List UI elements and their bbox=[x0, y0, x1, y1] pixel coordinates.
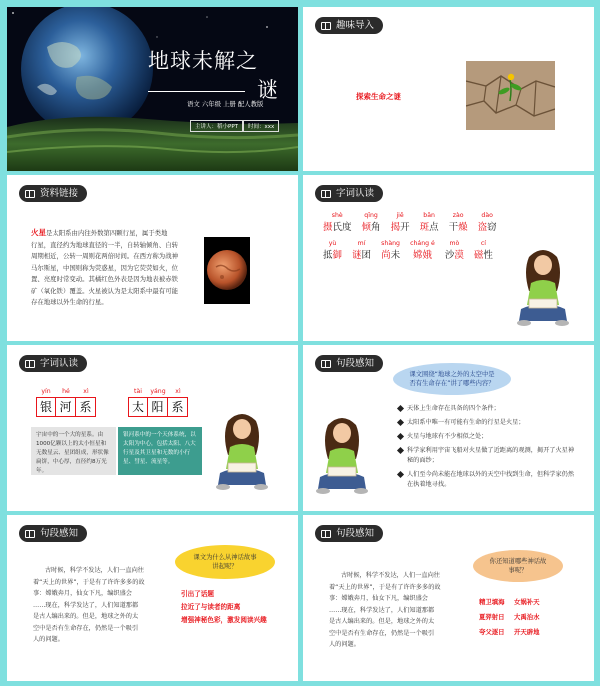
book-icon bbox=[25, 360, 35, 368]
milky-way-definition: 宇宙中的一个大的星系。由1000亿颗以上的太小恒星和无数星云、星团组成，形状像扁饼，中心厚，直径约8万光年。 bbox=[31, 427, 116, 475]
section-header: 资料链接 bbox=[19, 185, 87, 202]
bullet-item: 科学家利用宇宙飞船对火星做了近距离的观测，揭开了火星神秘的面纱； bbox=[398, 446, 578, 466]
bullet-item: 火星与地球有不少相似之处； bbox=[398, 432, 578, 442]
reading-girl-illustration bbox=[309, 411, 375, 501]
section-header: 句段感知 bbox=[19, 525, 87, 542]
idiom: 开天辟地 bbox=[514, 628, 540, 636]
section-header: 字词认读 bbox=[19, 355, 87, 372]
slide-7-passage[interactable] bbox=[7, 515, 298, 681]
slide-8-passage[interactable] bbox=[303, 515, 594, 681]
solar-system-word: tài yáng xì 太 阳 系 bbox=[128, 387, 188, 417]
book-icon bbox=[321, 22, 331, 30]
reading-girl-illustration bbox=[515, 243, 571, 333]
bullet-item: 太阳系中唯一有可能有生命的行星是火星； bbox=[398, 418, 578, 428]
vocab-word: bān 斑点 bbox=[419, 212, 439, 233]
vocab-row-2 bbox=[323, 239, 503, 262]
vocab-word: cháng é 嫦娥 bbox=[410, 240, 435, 261]
vocab-word: qīng 倾角 bbox=[361, 212, 381, 233]
slide-1-title[interactable] bbox=[7, 7, 298, 171]
title-divider bbox=[148, 91, 245, 92]
section-header: 字词认读 bbox=[315, 185, 383, 202]
vocab-word: jiē 揭开 bbox=[390, 212, 410, 233]
vocab-word: yù 抵御 bbox=[323, 240, 343, 261]
idiom: 大禹治水 bbox=[514, 613, 540, 621]
solar-system-definition: 银河系中的一个天体系统，以太阳为中心，包括太阳、八大行星及其卫星和无数的小行星、彗星、流星等。 bbox=[118, 427, 202, 475]
mars-keyword: 火星 bbox=[31, 228, 46, 237]
idiom: 精卫填海 bbox=[479, 598, 505, 606]
vocab-word: dào 盗窃 bbox=[477, 212, 497, 233]
slide-3-resource[interactable] bbox=[7, 175, 298, 341]
bullet-item: 天体上生命存在具备的四个条件； bbox=[398, 404, 578, 414]
book-icon bbox=[321, 530, 331, 538]
intro-caption: 探索生命之谜 bbox=[356, 92, 401, 101]
slide-subtitle: 语文 六年级 上册 配人教版 bbox=[187, 100, 264, 108]
slide-5-vocab[interactable] bbox=[7, 345, 298, 511]
book-icon bbox=[321, 360, 331, 368]
bullet-item: 人们至今尚未能在地球以外的天空中找到生命，但科学家仍然在执着地寻找。 bbox=[398, 470, 578, 490]
slide-4-vocab[interactable] bbox=[303, 175, 594, 341]
vocab-word: cí 磁性 bbox=[473, 240, 493, 261]
section-header: 趣味导入 bbox=[315, 17, 383, 34]
time-label: 时间：xxx bbox=[243, 120, 279, 132]
idiom: 女娲补天 bbox=[514, 598, 540, 606]
passage-text: 古时候，科学不发达，人们一直向往 着“天上的世界”，于是有了许许多多的故 事：嫦娥奔月，仙女下凡，编织盛会 ……现在，科学发达了，人们知道那都 是古人编出来的。但是，地球之外的太 空中是否有生命存在，仍然是一个吸引 人的问题。 bbox=[329, 572, 441, 648]
section-header: 句段感知 bbox=[315, 525, 383, 542]
vocab-word: mò 沙漠 bbox=[444, 240, 464, 261]
idiom: 夸父逐日 bbox=[479, 628, 505, 636]
vocab-row-1 bbox=[323, 211, 507, 234]
book-icon bbox=[321, 190, 331, 198]
slide-2-intro[interactable] bbox=[303, 7, 594, 171]
slide-6-passage[interactable] bbox=[303, 345, 594, 511]
question-cloud: 课文为什么从神话故事讲起呢？ bbox=[175, 545, 275, 579]
vocab-word: zào 干燥 bbox=[448, 212, 468, 233]
answer-list: 引出了话题 拉近了与读者的距离 增强神秘色彩，激发阅读兴趣 bbox=[181, 590, 267, 624]
idiom: 夏羿射日 bbox=[479, 613, 505, 621]
passage-text: 古时候，科学不发达，人们一直向往 着“天上的世界”，于是有了许许多多的故 事：嫦娥奔月，仙女下凡，编织盛会 ……现在，科学发达了，人们知道那都 是古人编出来的。但是，地球之外的太 空中是否有生命存在，仍然是一个吸引 人的问题。 bbox=[33, 567, 145, 643]
book-icon bbox=[25, 190, 35, 198]
milky-way-word: yín hé xì 银 河 系 bbox=[36, 387, 96, 417]
slide-title-line-2: 谜 bbox=[257, 78, 278, 102]
sprout-in-cracked-earth-image bbox=[466, 61, 555, 130]
mars-description: 火星是太阳系由内往外数第四颗行星，属于类地 行星，直径约为地球直径的一半，自转轴倾角、自转 周期相近，公转一周则花两倍时间。在西方称为战神 马尔斯星，中国则称为荧惑星，因为它荧荧如火，位 置、亮度时常变动。其橘红色外表是因为地表被赤铁 矿（氧化铁）覆盖。火星被认为是太阳系中最有可能 存在地球以外生命的行星。 bbox=[31, 228, 178, 306]
question-cloud: 课文围绕“地球之外的太空中是否有生命存在”讲了哪些内容？ bbox=[393, 363, 511, 395]
reading-girl-illustration bbox=[214, 407, 270, 497]
vocab-word: shàng 尚未 bbox=[381, 240, 401, 261]
slide-title-line-1: 地球未解之 bbox=[148, 49, 258, 73]
earth-illustration bbox=[7, 7, 298, 171]
book-icon bbox=[25, 530, 35, 538]
question-cloud: 你还知道哪些神话故事呢？ bbox=[473, 550, 563, 582]
vocab-word: mí 谜团 bbox=[352, 240, 372, 261]
presenter-label: 主讲人：稻小PPT bbox=[190, 120, 243, 132]
vocab-word: shè 摄氏度 bbox=[323, 212, 352, 233]
section-header: 句段感知 bbox=[315, 355, 383, 372]
mars-image bbox=[204, 237, 250, 304]
